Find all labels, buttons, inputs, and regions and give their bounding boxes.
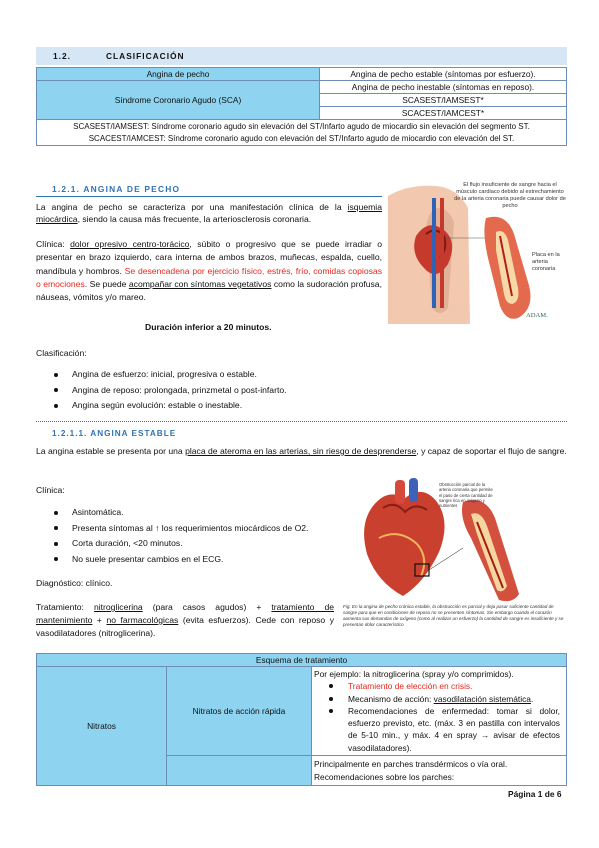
treatment-table-header: Esquema de tratamiento — [37, 654, 567, 667]
trat-text-1: (para casos agudos) + — [142, 602, 272, 612]
estable-clinica-label: Clínica: — [36, 485, 65, 495]
sca-item-2: SCASEST/IAMSEST* — [320, 94, 567, 107]
estable-clinica-list — [52, 506, 308, 568]
note-scasest: SCASEST/IAMSEST: Síndrome coronario agudo sin elevación del ST/Infarto agudo de miocardio sin elevación del segmento ST. — [73, 121, 530, 131]
trat-text-2: + — [92, 614, 107, 625]
accion-rapida-list — [326, 680, 560, 754]
heading-rule — [36, 196, 382, 197]
sca-item-3: SCACEST/IAMCEST* — [320, 107, 567, 120]
note-scacest: SCACEST/IAMCEST: Síndrome coronario agudo con elevación del ST/Infarto agudo de miocardio con elevación del ST. — [88, 133, 515, 143]
clinica-text-end: como la sudoración profusa, náuseas, vómitos y/o mareo. — [36, 278, 382, 303]
clinica-text-2: . Se puede — [84, 278, 129, 289]
clinica-dolor: dolor opresivo centro-torácico — [70, 239, 190, 249]
list-item: No suele presentar cambios en el ECG. — [52, 553, 308, 569]
list-item — [326, 693, 560, 705]
estable-heading: 1.2.1.1. ANGINA ESTABLE — [52, 429, 177, 438]
estable-intro — [36, 445, 567, 457]
clasificacion-list — [52, 368, 287, 415]
tratamiento-text — [36, 601, 334, 640]
angina-estable-cell: Angina de pecho estable (síntomas por esfuerzo). — [320, 68, 567, 81]
nitratos-cell: Nitratos — [37, 667, 167, 786]
classification-note — [37, 120, 567, 146]
list-item: Tratamiento de elección en crisis. — [326, 680, 560, 692]
mechanism-end: . — [530, 693, 534, 704]
list-item: Angina según evolución: estable o inestable. — [52, 399, 287, 415]
example-text: Por ejemplo: la nitroglicerina (spray y/o comprimidos). — [314, 669, 514, 679]
figure2-caption: Fig. En la angina de pecho crónica estable, la obstrucción es parcial y deja pasar suficiente cantidad de sangre para que en condiciones de reposo no se presenten síntomas. Sin embargo cuando el corazón aumenta sus demandas de oxígeno (como al realizar un esfuerzo) la cantidad de sangre es insuficiente y se presentan dolor característico — [343, 604, 564, 627]
angina-label-cell: Angina de pecho — [37, 68, 320, 81]
estable-intro-text: La angina estable se presenta por una — [36, 446, 186, 456]
parches-detail — [312, 756, 567, 786]
figure2-label: Obstrucción parcial de la arteria coronaria que permite el paso de cierta cantidad de sangre rica en oxígeno y nutrientes — [439, 482, 493, 508]
angina-intro — [36, 201, 382, 226]
clinica-vegetativos: acompañar con síntomas vegetativos — [128, 278, 272, 289]
clinica-triggers: Se desencadena por ejercicio físico, estrés, frío, comidas copiosas o emociones — [36, 265, 382, 289]
estable-placa: placa de ateroma en las arterias, sin riesgo de desprenderse — [185, 446, 417, 456]
sca-item-1: Angina de pecho inestable (síntomas en reposo). — [320, 81, 567, 94]
accion-rapida-detail — [312, 667, 567, 756]
figure-plaque-label: Placa en la arteria coronaria — [532, 252, 560, 272]
accion-rapida-cell: Nitratos de acción rápida — [167, 667, 312, 756]
section-title: CLASIFICACIÓN — [106, 51, 185, 61]
section-divider — [36, 421, 567, 422]
estable-intro-end: , y capaz de soportar el flujo de sangre. — [416, 446, 567, 456]
duration-text: Duración inferior a 20 minutos. — [145, 322, 272, 332]
intro-text: La angina de pecho se caracteriza por una manifestación clínica de la — [36, 202, 348, 212]
second-subgroup-cell — [167, 756, 312, 786]
angina-clinica — [36, 238, 382, 305]
list-item: Angina de reposo: prolongada, prinzmetal o post-infarto. — [52, 384, 287, 400]
diagnostico-text: Diagnóstico: clínico. — [36, 578, 113, 588]
figure-caption: El flujo insuficiente de sangre hacia el músculo cardiaco debido al estrechamiento de la arteria coronaria puede causar dolor de pecho — [454, 182, 566, 209]
clasificacion-label: Clasificación: — [36, 348, 87, 358]
clinica-text: , súbito o progresivo que se puede irradiar o presentar en brazo izquierdo, cara interna de ambos brazos, muñecas, espalda, cuello, mandíbula y hombros. — [36, 239, 382, 276]
trat-no-farmacologicas: no farmacológicas — [106, 614, 179, 625]
mechanism-label: Mecanismo de acción: — [348, 693, 434, 704]
classification-table — [36, 67, 567, 146]
adam-logo: ADAM. — [526, 312, 548, 319]
mechanism-value: vasodilatación sistemática — [433, 693, 531, 704]
tratamiento-label: Tratamiento: — [36, 602, 94, 612]
parches-line-1: Principalmente en parches transdérmicos o vía oral. — [314, 759, 508, 770]
sca-label-cell: Síndrome Coronario Agudo (SCA) — [37, 81, 320, 120]
page-number: Página 1 de 6 — [508, 789, 562, 799]
intro-text-end: , siendo la causa más frecuente, la arteriosclerosis coronaria. — [77, 214, 312, 225]
trat-text-3: (evita esfuerzos). Cede con reposo y vasodilatadores (nitroglicerina). — [36, 614, 334, 638]
angina-figure — [388, 178, 566, 324]
list-item: Presenta síntomas al ↑ los requerimientos miocárdicos de O2. — [52, 522, 308, 538]
section-header — [36, 47, 567, 65]
section-number: 1.2. — [53, 51, 71, 61]
trat-nitroglicerina: nitroglicerina — [93, 602, 143, 612]
list-item: Corta duración, <20 minutos. — [52, 537, 308, 553]
list-item: Angina de esfuerzo: inicial, progresiva o estable. — [52, 368, 287, 384]
parches-line-2: Recomendaciones sobre los parches: — [314, 771, 455, 782]
trat-mantenimiento: tratamiento de mantenimiento — [36, 602, 334, 625]
isquemia-link[interactable]: isquemia miocárdica — [36, 202, 382, 225]
clinica-label: Clínica: — [36, 239, 71, 249]
list-item: Recomendaciones de enfermedad: tomar si dolor, esfuerzo previsto, etc. (máx. 3 en pastilla con intervalos de 5-10 min., y máx. 4 en spray → avisar de efectos vasodilatadores). — [326, 705, 560, 754]
angina-heading: 1.2.1. ANGINA DE PECHO — [52, 184, 181, 194]
list-item: Asintomática. — [52, 506, 308, 522]
treatment-table — [36, 653, 567, 786]
